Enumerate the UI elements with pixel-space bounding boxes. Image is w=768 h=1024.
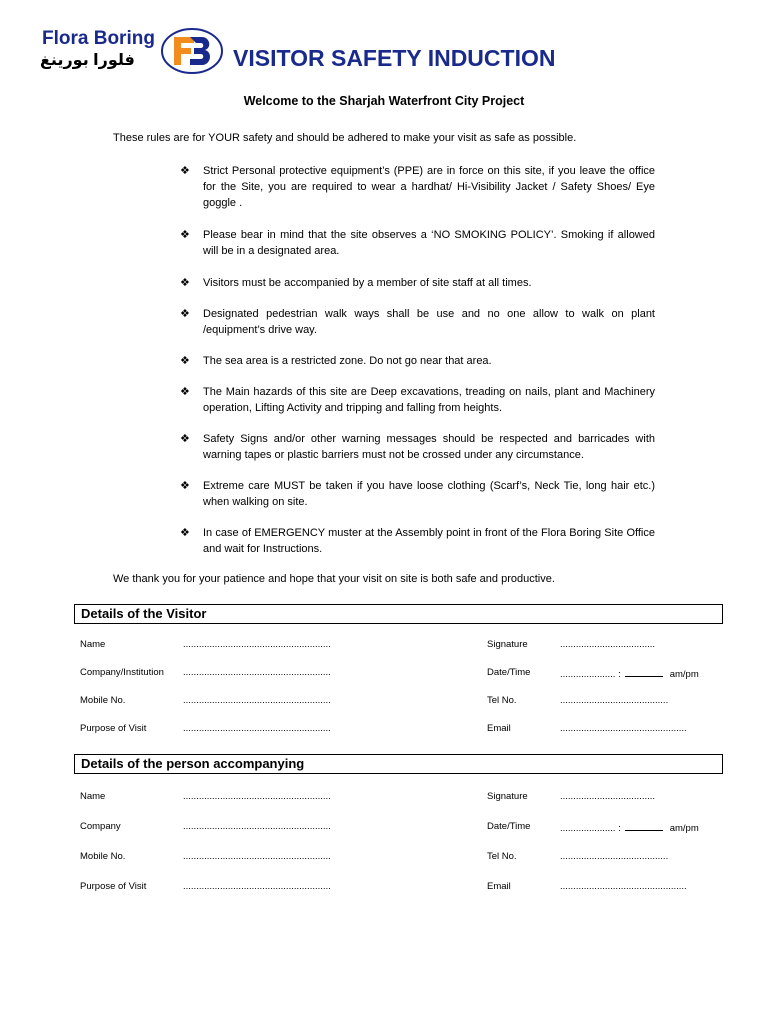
rule-item-ppe [180, 163, 655, 211]
document-header [0, 0, 768, 90]
rule-text: Safety Signs and/or other warning messages should be respected and barricades with warning tapes or plastic barriers must not be crossed under any circumstance. [203, 433, 655, 461]
flora-boring-logo-icon [160, 27, 224, 75]
accompanying-mobile-label: Mobile No. [80, 851, 126, 862]
diamond-bullet-icon: ❖ [180, 229, 190, 241]
ampm-label: am/pm [669, 823, 699, 834]
rule-item-emergency [180, 525, 655, 557]
rule-text: Designated pedestrian walk ways shall be use and no one allow to walk on plant /equipment’s drive way. [203, 308, 655, 336]
accompanying-mobile-field[interactable]: ........................................................ [183, 851, 331, 862]
visitor-datetime-field[interactable] [560, 667, 699, 680]
rule-text: The sea area is a restricted zone. Do not go near that area. [203, 355, 492, 367]
diamond-bullet-icon: ❖ [180, 433, 190, 445]
rule-text: Strict Personal protective equipment’s (PPE) are in force on this site, if you leave the office for the Site, you are required to wear a hardhat/ Hi-Visibility Jacket / Safety Shoes/ Eye goggle . [203, 165, 655, 209]
diamond-bullet-icon: ❖ [180, 308, 190, 320]
diamond-bullet-icon: ❖ [180, 277, 190, 289]
time-underline [625, 667, 663, 677]
diamond-bullet-icon: ❖ [180, 527, 190, 539]
diamond-bullet-icon: ❖ [180, 355, 190, 367]
rule-text: The Main hazards of this site are Deep excavations, treading on nails, plant and Machinery operation, Lifting Activity and tripping and falling from heights. [203, 386, 655, 414]
document-title: VISITOR SAFETY INDUCTION [233, 45, 556, 71]
rule-item-hazards [180, 384, 655, 416]
visitor-tel-field[interactable]: ......................................... [560, 695, 669, 706]
diamond-bullet-icon: ❖ [180, 480, 190, 492]
visitor-name-label: Name [80, 639, 106, 650]
accompanying-email-label: Email [487, 881, 511, 892]
company-name-arabic: فلورا بورينغ [40, 52, 135, 69]
visitor-company-field[interactable]: ........................................................ [183, 667, 331, 678]
rule-item-safety-signs [180, 431, 655, 463]
rule-item-walkways [180, 306, 655, 338]
time-colon: : [618, 823, 621, 834]
diamond-bullet-icon: ❖ [180, 386, 190, 398]
accompanying-signature-field[interactable]: .................................... [560, 791, 656, 802]
rule-item-loose-clothing [180, 478, 655, 510]
accompanying-name-field[interactable]: ........................................................ [183, 791, 331, 802]
accompanying-purpose-field[interactable]: ........................................................ [183, 881, 331, 892]
visitor-company-label: Company/Institution [80, 667, 164, 678]
rule-text: Extreme care MUST be taken if you have loose clothing (Scarf’s, Neck Tie, long hair etc.) when walking on site. [203, 480, 655, 508]
visitor-purpose-field[interactable]: ........................................................ [183, 723, 331, 734]
accompanying-purpose-label: Purpose of Visit [80, 881, 147, 892]
company-name-english: Flora Boring [42, 28, 155, 49]
accompanying-email-field[interactable]: ................................................ [560, 881, 687, 892]
visitor-email-label: Email [487, 723, 511, 734]
date-dots: ..................... [560, 669, 616, 680]
date-dots: ..................... [560, 823, 616, 834]
safety-rules-list [180, 163, 655, 557]
visitor-section-heading: Details of the Visitor [74, 604, 723, 624]
accompanying-tel-field[interactable]: ......................................... [560, 851, 669, 862]
accompanying-name-label: Name [80, 791, 106, 802]
visitor-mobile-field[interactable]: ........................................................ [183, 695, 331, 706]
visitor-purpose-label: Purpose of Visit [80, 723, 147, 734]
visitor-datetime-label: Date/Time [487, 667, 531, 678]
welcome-heading: Welcome to the Sharjah Waterfront City Project [243, 94, 525, 108]
time-colon: : [618, 669, 621, 680]
diamond-bullet-icon: ❖ [180, 165, 190, 177]
thanks-text: We thank you for your patience and hope that your visit on site is both safe and productive. [113, 573, 555, 585]
visitor-signature-label: Signature [487, 639, 528, 650]
rule-item-sea-area [180, 353, 655, 369]
visitor-mobile-label: Mobile No. [80, 695, 126, 706]
rule-text: Please bear in mind that the site observes a ‘NO SMOKING POLICY’. Smoking if allowed will be in a designated area. [203, 229, 655, 257]
visitor-name-field[interactable]: ........................................................ [183, 639, 331, 650]
rule-item-no-smoking [180, 227, 655, 259]
ampm-label: am/pm [669, 669, 699, 680]
accompanying-company-label: Company [80, 821, 121, 832]
visitor-email-field[interactable]: ................................................ [560, 723, 687, 734]
accompanying-datetime-label: Date/Time [487, 821, 531, 832]
accompanying-tel-label: Tel No. [487, 851, 517, 862]
rule-text: In case of EMERGENCY muster at the Assembly point in front of the Flora Boring Site Office and wait for Instructions. [203, 527, 655, 555]
intro-text: These rules are for YOUR safety and should be adhered to make your visit as safe as possible. [113, 132, 577, 144]
rule-text: Visitors must be accompanied by a member of site staff at all times. [203, 277, 532, 289]
rule-item-accompanied [180, 275, 655, 291]
accompanying-company-field[interactable]: ........................................................ [183, 821, 331, 832]
accompanying-signature-label: Signature [487, 791, 528, 802]
time-underline [625, 821, 663, 831]
visitor-tel-label: Tel No. [487, 695, 517, 706]
visitor-signature-field[interactable]: .................................... [560, 639, 656, 650]
accompanying-section-heading: Details of the person accompanying [74, 754, 723, 774]
accompanying-datetime-field[interactable] [560, 821, 699, 834]
